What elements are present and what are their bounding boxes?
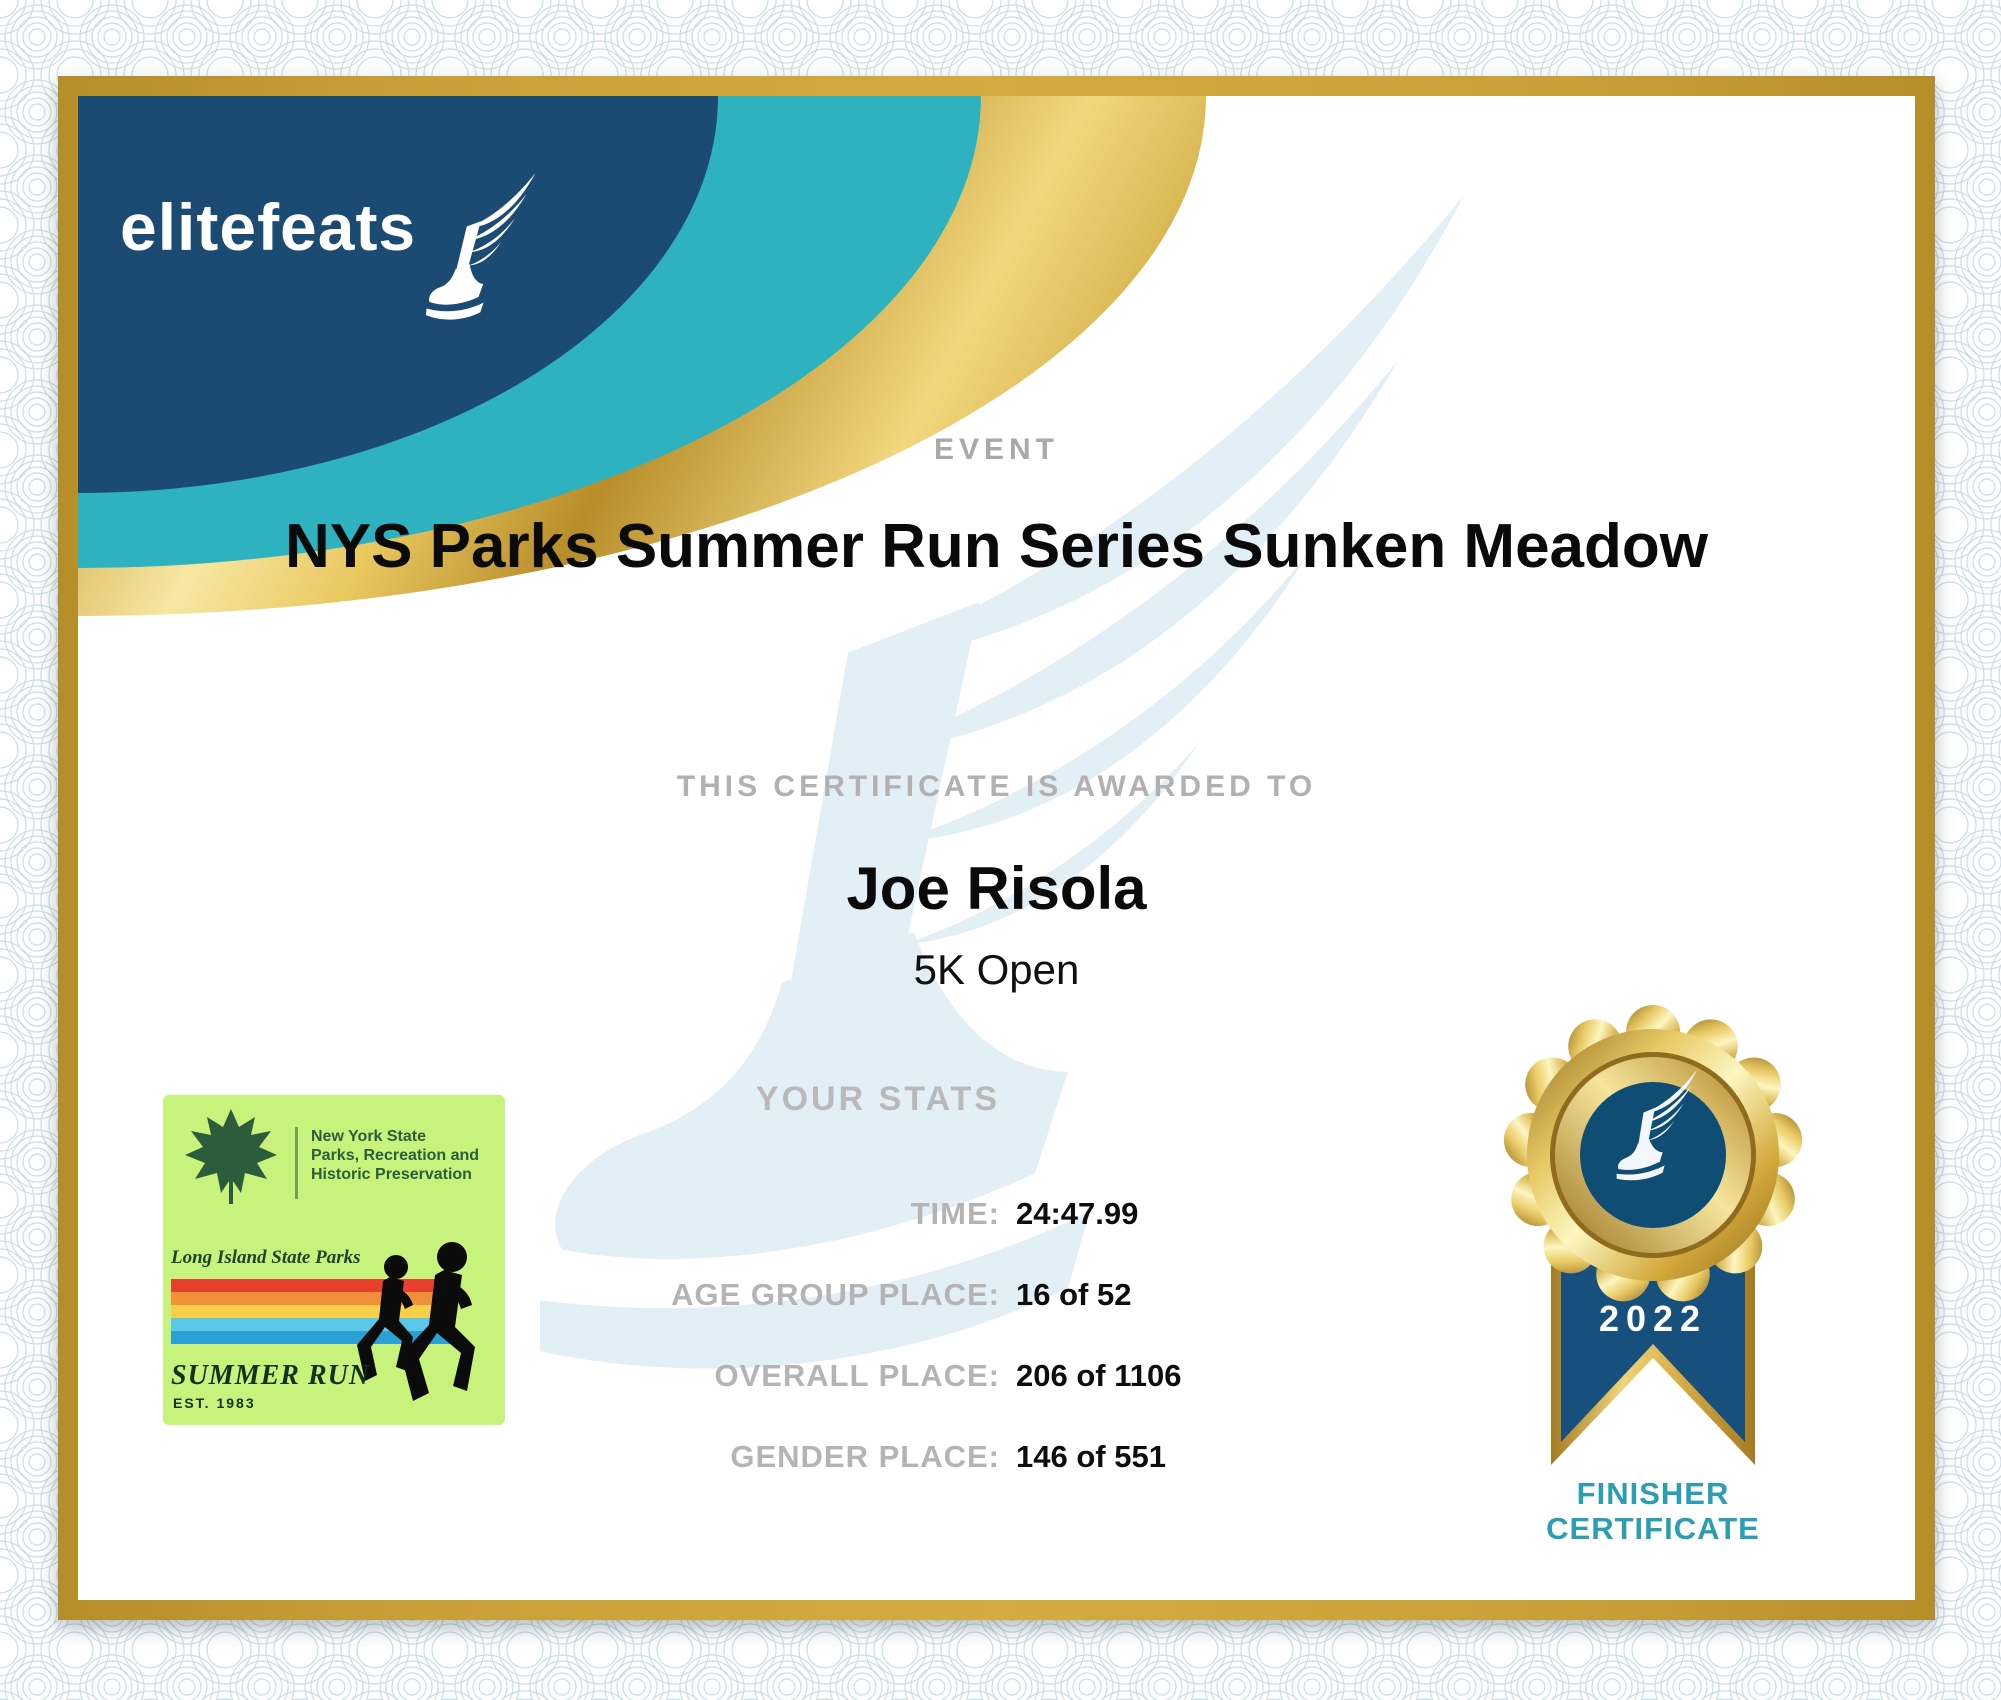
stat-value: 16 of 52 — [1016, 1277, 1132, 1312]
race-division: 5K Open — [913, 946, 1080, 993]
stat-row-time — [450, 1196, 1138, 1232]
stat-label: GENDER PLACE: — [730, 1439, 1000, 1474]
stats-heading: YOUR STATS — [755, 1080, 1000, 1118]
org-line: Historic Preservation — [311, 1166, 472, 1183]
recipient-name: Joe Risola — [846, 855, 1147, 922]
winged-foot-logo-icon — [414, 159, 543, 338]
stat-label: OVERALL PLACE: — [714, 1358, 1000, 1393]
caption-line: CERTIFICATE — [1546, 1511, 1760, 1546]
stat-label: TIME: — [910, 1196, 1000, 1231]
brand-logo — [120, 190, 534, 332]
winged-foot-medal-icon — [1607, 1067, 1703, 1187]
sponsor-badge — [163, 1095, 505, 1425]
org-line: Parks, Recreation and — [311, 1147, 480, 1164]
brand-logo-text: elitefeats — [120, 190, 417, 264]
stat-row-overall-place — [450, 1358, 1181, 1394]
event-label: EVENT — [933, 433, 1060, 466]
badge-divider — [295, 1127, 298, 1199]
certificate-gold-frame — [58, 76, 1935, 1620]
finisher-medal — [1503, 1005, 1803, 1565]
stat-label: AGE GROUP PLACE: — [671, 1277, 1000, 1312]
established-year: EST. 1983 — [173, 1395, 256, 1411]
awarded-to-label: THIS CERTIFICATE IS AWARDED TO — [676, 770, 1317, 803]
medal-year: 2022 — [1598, 1298, 1708, 1339]
runners-icon — [349, 1235, 499, 1420]
org-line: New York State — [311, 1128, 427, 1145]
stat-value: 24:47.99 — [1016, 1196, 1139, 1231]
stat-row-age-group-place — [450, 1277, 1131, 1313]
stat-value: 146 of 551 — [1016, 1439, 1166, 1474]
maple-leaf-icon — [181, 1107, 281, 1207]
certificate-body — [78, 96, 1915, 1600]
finisher-certificate-caption — [1463, 1476, 1843, 1546]
stat-row-gender-place — [450, 1439, 1166, 1475]
stat-value: 206 of 1106 — [1016, 1358, 1182, 1393]
caption-line: FINISHER — [1576, 1476, 1730, 1511]
series-title: Long Island State Parks — [171, 1247, 361, 1268]
summer-run-title: SUMMER RUN — [171, 1360, 371, 1391]
event-title: NYS Parks Summer Run Series Sunken Meadow — [284, 512, 1709, 581]
parks-org-name — [311, 1127, 479, 1184]
